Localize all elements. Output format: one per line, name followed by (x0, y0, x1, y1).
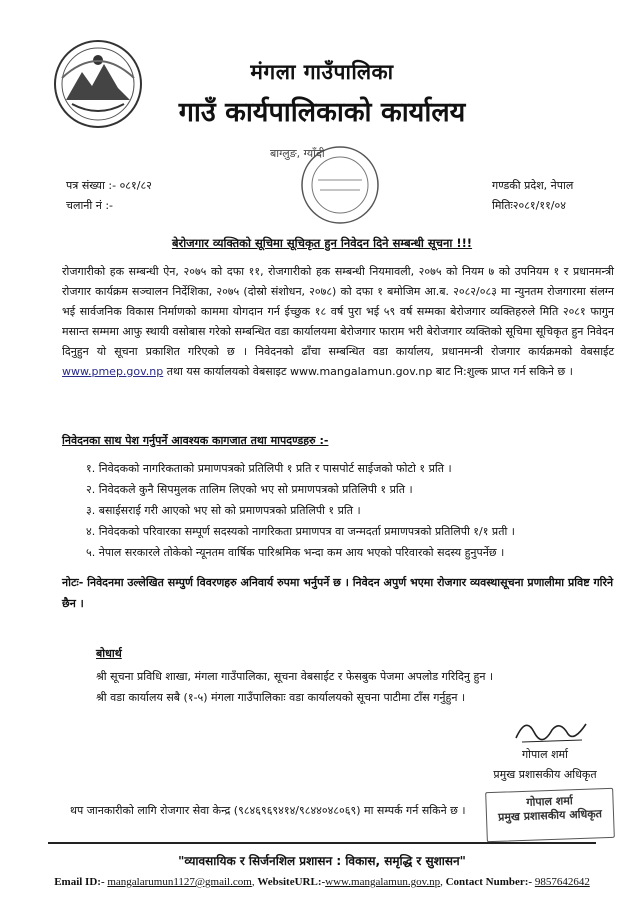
bodhartha-heading: बोधार्थ (96, 647, 122, 660)
office-title: गाउँ कार्यपालिकाको कार्यालय (178, 97, 466, 128)
province: गण्डकी प्रदेश, नेपाल (492, 179, 574, 192)
list-item: ५. नेपाल सरकारले तोकेको न्यूनतम वार्षिक पारिश्रमिक भन्दा कम आय भएको परिवारको सदस्य हुनुपर्नेछ । (86, 546, 505, 559)
signatory-block (470, 745, 620, 785)
name-stamp (485, 788, 615, 842)
list-item: श्री वडा कार्यालय सबै (१-५) मंगला गाउँपालिकाः वडा कार्यालयको सूचना पाटीमा टाँस गर्नुहुन । (96, 691, 466, 704)
stamp-name: गोपाल शर्मा (526, 794, 573, 809)
note-text: नोटः- निवेदनमा उल्लेखित सम्पुर्ण विवरणहरु अनिवार्य रुपमा भर्नुपर्ने छ । निवेदन अपुर्ण भएमा रोजगार व्यवस्थासूचना प्रणालीमा प्रविष्ट गरिने छैन । (62, 576, 614, 610)
notice-title: बेरोजगार व्यक्तिको सूचिमा सूचिकृत हुन निवेदन दिने सम्बन्धी सूचना !!! (171, 236, 473, 250)
notice-body (62, 262, 614, 382)
requirements-list (62, 458, 614, 563)
signature (512, 712, 592, 748)
email-link[interactable]: mangalarumun1127@gmail.com (107, 876, 252, 888)
requirements-heading: निवेदनका साथ पेश गर्नुपर्ने आवश्यक कागजात तथा मापदण्डहरु :- (62, 434, 329, 447)
location-date-block (492, 176, 573, 216)
list-item: श्री सूचना प्रविधि शाखा, मंगला गाउँपालिका, सूचना वेबसाईट र फेसबुक पेजमा अपलोड गरिदिनु हुन । (96, 670, 494, 683)
bodhartha-lines (96, 666, 606, 708)
signatory-name: गोपाल शर्मा (521, 748, 568, 761)
list-item: २. निवेदकले कुनै सिपमुलक तालिम लिएको भए सो प्रमाणपत्रको प्रतिलिपी १ प्रति । (86, 483, 413, 496)
email-label: Email ID:- (54, 876, 105, 888)
letter-number: पत्र संख्या :- ०८१/८२ (66, 179, 152, 192)
dispatch-number: चलानी नं :- (66, 199, 114, 212)
list-item: ३. बसाईसराई गरी आएको भए सो को प्रमाणपत्रको प्रतिलिपी १ प्रति । (86, 504, 361, 517)
list-item: ४. निवेदकको परिवारका सम्पूर्ण सदस्यको नागरिकता प्रमाणपत्र वा जन्मदर्ता प्रमाणपत्रको प्रतिलिपी १/१ प्रती । (86, 525, 515, 538)
letter-date: मितिः२०८१/११/०४ (492, 199, 566, 212)
municipality-name: मंगला गाउँपालिका (250, 60, 394, 84)
contact-number-label: Contact Number:- (445, 876, 533, 888)
pmep-website-link[interactable]: www.pmep.gov.np (62, 365, 164, 378)
stamp-overprint-text: बाग्लुङ, ग्याँदी (270, 147, 325, 160)
website-label: WebsiteURL:- (257, 876, 326, 888)
list-item: १. निवेदकको नागरिकताको प्रमाणपत्रको प्रतिलिपी १ प्रति र पासपोर्ट साईजको फोटो १ प्रति । (86, 462, 452, 475)
signatory-title: प्रमुख प्रशासकीय अधिकृत (493, 768, 597, 781)
slogan: "व्यावसायिक र सिर्जनशिल प्रशासन : विकास, समृद्धि र सुशासन" (178, 854, 466, 868)
footer-contact: Email ID:- mangalarumun1127@gmail.com, WebsiteURL:-www.mangalamun.gov.np, Contact Number:- 9857642642 (54, 876, 590, 888)
reference-block (66, 176, 152, 216)
phone-link[interactable]: 9857642642 (534, 876, 590, 888)
footer-divider (48, 842, 596, 844)
stamp-title: प्रमुख प्रशासकीय अधिकृत (497, 807, 603, 824)
body-text-part-2: तथा यस कार्यालयको वेबसाइट www.mangalamun.gov.np बाट नि:शुल्क प्राप्त गर्न सकिने छ । (166, 365, 573, 378)
website-link[interactable]: www.mangalamun.gov.np (325, 876, 441, 888)
body-text-part-1: रोजगारीको हक सम्बन्धी ऐन, २०७५ को दफा ११, रोजगारीको हक सम्बन्धी नियमावली, २०७५ को नियम ७ को उपनियम १ र प्रधानमन्त्री रोजगार कार्यक्रम सञ्चालन निर्देशिका, २०७५ (दोस्रो संशोधन, २०७८) को दफा १ बमोजिम आ.ब. २०८२/०८३ मा न्युनतम रोजगारमा संलग्न भई सार्वजनिक विकास निर्माणको काममा योगदान गर्न ईच्छुक १८ वर्ष पुरा भई ५९ वर्ष सम्मका बेरोजगार व्यक्तिहरुले मिति २०८१ फागुन मसान्त सम्ममा आफु स्थायी वसोबास गरेको सम्बन्धित वडा कार्यालयमा बेरोजगार फाराम भरी बेरोजगार व्यक्तिको सूचिमा सूचिकृत हुन निवेदन दिनुहुन यो सूचना प्रकाशित गरिएको छ । निवेदनको ढाँचा सम्बन्धित वडा कार्यालय, प्रधानमन्त्री रोजगार कार्यक्रमको वेबसाईट (62, 265, 614, 358)
contact-line: थप जानकारीको लागि रोजगार सेवा केन्द्र (९८४६९६९४१४/९८४४०४८०६९) मा सम्पर्क गर्न सकिने छ । (70, 804, 466, 817)
